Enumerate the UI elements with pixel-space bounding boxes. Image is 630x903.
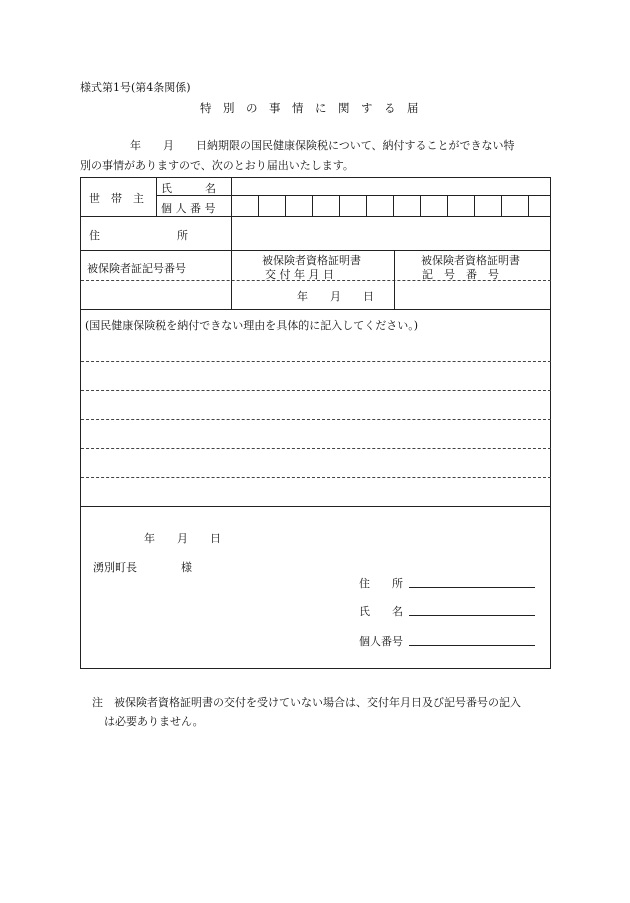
cert-issue-date-label: 被保険者資格証明書 (262, 254, 361, 267)
digit-box-divider (285, 195, 286, 216)
row-divider (81, 309, 551, 310)
digit-box-divider (420, 195, 421, 216)
reason-instruction: (国民健康保険税を納付できない理由を具体的に記入してください。) (85, 319, 419, 332)
submission-date: 年 月 日 (144, 532, 221, 545)
digit-box-divider (528, 195, 529, 216)
insured-number-label: 被保険者証記号番号 (87, 262, 186, 275)
applicant-name-label: 氏 名 (359, 605, 403, 618)
reason-line (81, 419, 551, 420)
digit-box-divider (393, 195, 394, 216)
name-underline (409, 615, 535, 616)
form-table (80, 177, 551, 669)
row-divider (81, 506, 551, 507)
reason-line (81, 477, 551, 478)
cert-number-label-2: 記 号 番 号 (422, 268, 499, 281)
digit-box-divider (447, 195, 448, 216)
name-label: 氏 名 (161, 182, 216, 195)
applicant-address-label: 住 所 (359, 577, 403, 590)
address-label: 住 所 (89, 229, 188, 242)
digit-box-divider (312, 195, 313, 216)
column-divider (156, 178, 157, 216)
personal-number-underline (409, 645, 535, 646)
intro-text-line-1: 年 月 日納期限の国民健康保険税について、納付することができない特 (130, 139, 515, 152)
digit-box-divider (366, 195, 367, 216)
digit-box-divider (501, 195, 502, 216)
digit-box-divider (474, 195, 475, 216)
form-number: 様式第1号(第4条関係) (80, 81, 191, 94)
address-underline (409, 587, 535, 588)
addressee: 湧別町長 様 (93, 561, 192, 574)
note-line-1: 注 被保険者資格証明書の交付を受けていない場合は、交付年月日及び記号番号の記入 (92, 696, 521, 709)
row-divider (81, 250, 551, 251)
reason-line (81, 448, 551, 449)
applicant-personal-number-label: 個人番号 (359, 635, 403, 648)
column-divider (231, 178, 232, 309)
reason-line (81, 390, 551, 391)
digit-box-divider (258, 195, 259, 216)
issue-date-placeholder: 年 月 日 (297, 290, 374, 303)
note-line-2: は必要ありません。 (104, 715, 204, 728)
cert-number-label: 被保険者資格証明書 (421, 254, 520, 267)
reason-line (81, 361, 551, 362)
row-divider (81, 216, 551, 217)
digit-box-divider (339, 195, 340, 216)
household-head-label: 世 帯 主 (89, 192, 144, 205)
column-divider (394, 250, 395, 309)
form-title: 特 別 の 事 情 に 関 す る 届 (200, 101, 419, 115)
intro-text-line-2: 別の事情がありますので、次のとおり届出いたします。 (80, 159, 354, 172)
cert-issue-date-label-2: 交 付 年 月 日 (265, 268, 334, 281)
personal-number-label: 個 人 番 号 (161, 202, 216, 215)
